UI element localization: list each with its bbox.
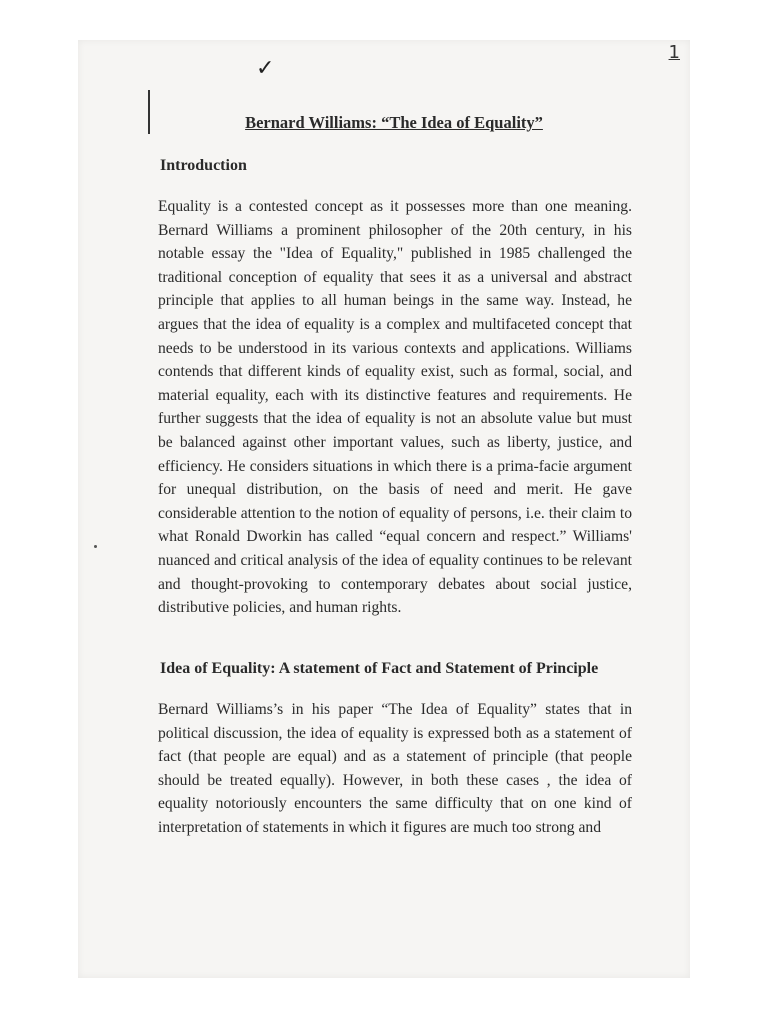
page-number: 1 xyxy=(668,42,680,63)
section-heading-introduction: Introduction xyxy=(160,157,247,174)
document-title: Bernard Williams: “The Idea of Equality” xyxy=(245,113,543,132)
document-page xyxy=(78,40,690,978)
section-paragraph-introduction: Equality is a contested concept as it possesses more than one meaning. Bernard Williams a prominent philosopher of the 20th century, in his notable essay the "Idea of Equality," published in 1985 challenged the traditional conception of equality that sees it as a universal and abstract principle that applies to all human beings in the same way. Instead, he argues that the idea of equality is a complex and multifaceted concept that needs to be understood in its various contexts and applications. Williams contends that different kinds of equality exist, such as formal, social, and material equality, each with its distinctive features and requirements. He further suggests that the idea of equality is not an absolute value but must be balanced against other important values, such as liberty, justice, and efficiency. He considers situations in which there is a prima-facie argument for unequal distribution, on the basis of need and merit. He gave considerable attention to the notion of equality of persons, i.e. their claim to what Ronald Dworkin has called “equal concern and respect.” Williams' nuanced and critical analysis of the idea of equality continues to be relevant and thought-provoking to contemporary debates about social justice, distributive policies, and human rights. xyxy=(158,198,632,617)
section-paragraph-fact-and-principle: Bernard Williams’s in his paper “The Idea of Equality” states that in political discussion, the idea of equality is expressed both as a statement of fact (that people are equal) and as a statement of principle (that people should be treated equally). However, in both these cases , the idea of equality notoriously encounters the same difficulty that on one kind of interpretation of statements in which it figures are much too strong and xyxy=(158,701,632,836)
section-heading-fact-and-principle: Idea of Equality: A statement of Fact and Statement of Principle xyxy=(160,660,599,677)
stray-dot xyxy=(94,545,97,548)
handwritten-check-mark: ✓ xyxy=(256,56,275,81)
